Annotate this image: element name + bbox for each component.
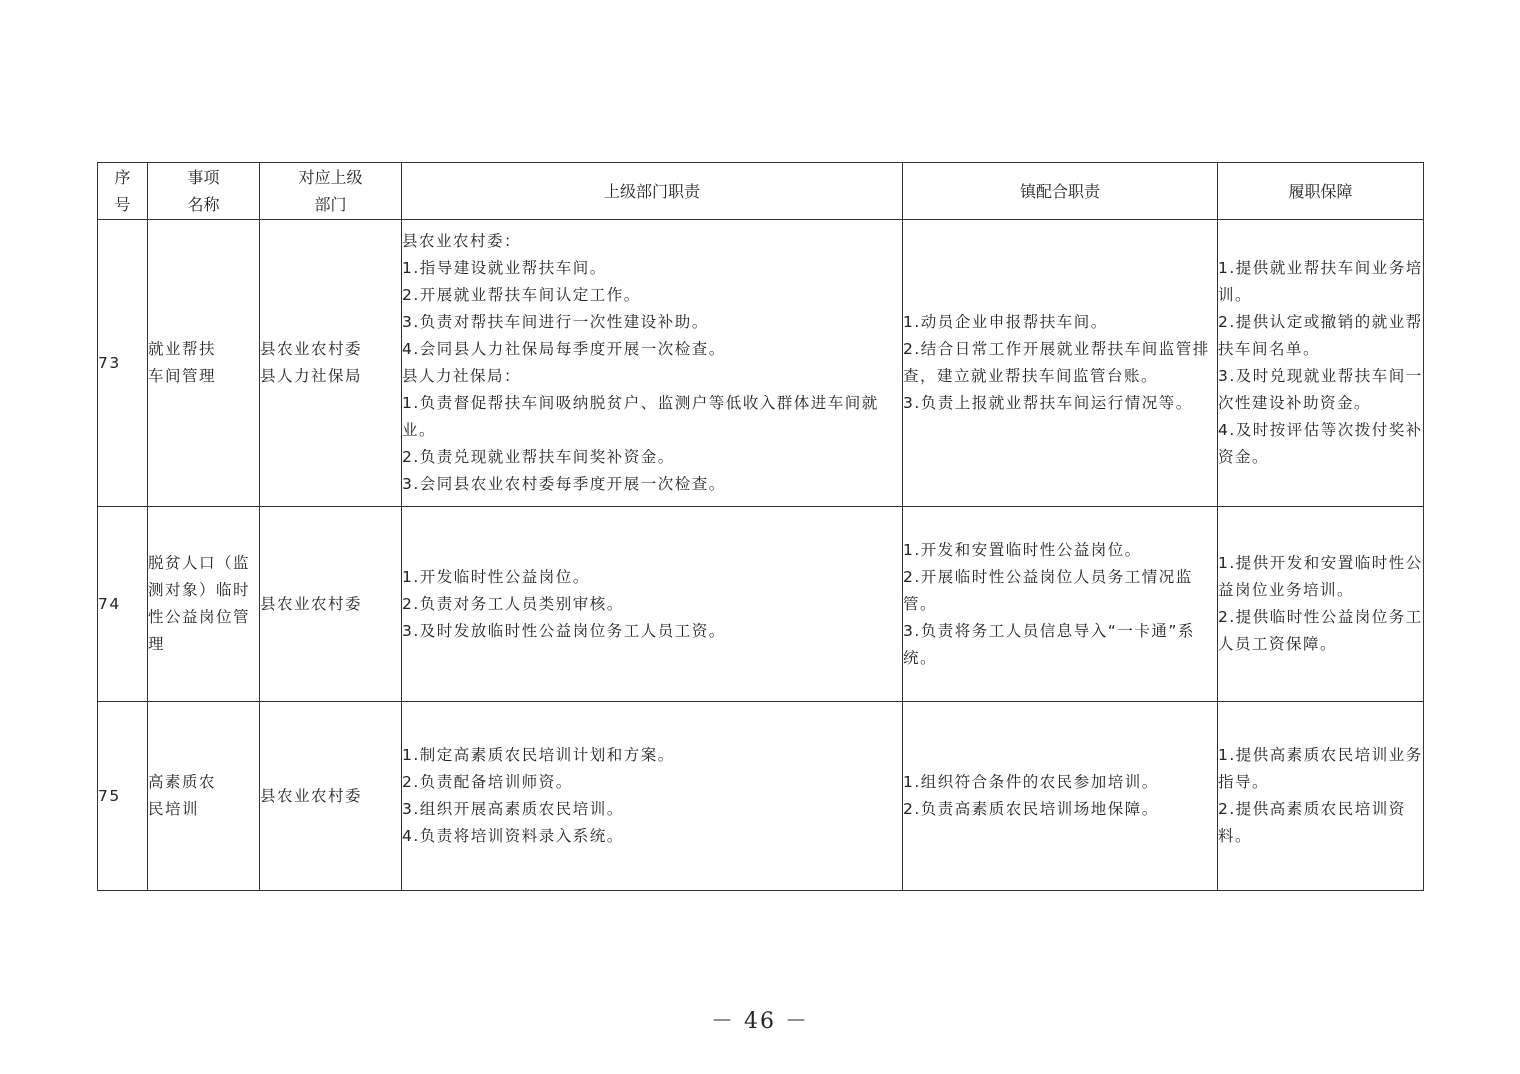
duty-line: 1.负责督促帮扶车间吸纳脱贫户、监测户等低收入群体进车间就业。 <box>402 394 879 439</box>
duty-line: 2.开展就业帮扶车间认定工作。 <box>402 286 641 304</box>
row-upper-dept: 县农业农村委 <box>260 702 402 891</box>
row-upper-dept: 县农业农村委 县人力社保局 <box>260 220 402 507</box>
duty-line: 2.负责对务工人员类别审核。 <box>402 594 624 613</box>
row-upper-duties <box>402 507 903 702</box>
duty-line: 1.动员企业申报帮扶车间。 <box>903 313 1108 331</box>
duty-line: 3.负责上报就业帮扶车间运行情况等。 <box>903 394 1193 412</box>
row-support <box>1218 507 1424 702</box>
row-town-duties <box>903 507 1218 702</box>
duty-line: 县人力社保局： <box>402 367 522 385</box>
duty-line: 1.开发临时性公益岗位。 <box>402 567 590 586</box>
row-seq: 75 <box>98 702 148 891</box>
duty-line: 3.及时兑现就业帮扶车间一次性建设补助资金。 <box>1218 367 1423 412</box>
row-support <box>1218 220 1424 507</box>
row-seq: 73 <box>98 220 148 507</box>
row-item-name: 高素质农 民培训 <box>148 702 260 891</box>
duty-line: 3.会同县农业农村委每季度开展一次检查。 <box>402 475 726 493</box>
duty-line: 2.开展临时性公益岗位人员务工情况监管。 <box>903 567 1193 613</box>
header-seq: 序 号 <box>98 163 148 220</box>
row-seq: 74 <box>98 507 148 702</box>
row-item-name: 就业帮扶 车间管理 <box>148 220 260 507</box>
table-row <box>98 507 1424 702</box>
row-upper-duties <box>402 220 903 507</box>
duty-line: 2.提供临时性公益岗位务工人员工资保障。 <box>1218 608 1423 653</box>
duty-line: 2.提供认定或撤销的就业帮扶车间名单。 <box>1218 313 1423 358</box>
row-town-duties <box>903 220 1218 507</box>
duty-line: 1.开发和安置临时性公益岗位。 <box>903 540 1142 559</box>
duty-line: 4.负责将培训资料录入系统。 <box>402 827 624 845</box>
duty-line: 2.负责兑现就业帮扶车间奖补资金。 <box>402 448 675 466</box>
row-upper-duties <box>402 702 903 891</box>
header-town-duties: 镇配合职责 <box>903 163 1218 220</box>
row-upper-dept: 县农业农村委 <box>260 507 402 702</box>
row-town-duties <box>903 702 1218 891</box>
duty-line: 1.提供就业帮扶车间业务培训。 <box>1218 259 1423 304</box>
duty-line: 4.及时按评估等次拨付奖补资金。 <box>1218 421 1423 466</box>
responsibility-table <box>97 162 1424 891</box>
row-item-name: 脱贫人口（监测对象）临时性公益岗位管理 <box>148 507 260 702</box>
duty-line: 3.及时发放临时性公益岗位务工人员工资。 <box>402 621 726 640</box>
duty-line: 2.结合日常工作开展就业帮扶车间监管排查，建立就业帮扶车间监管台账。 <box>903 340 1210 385</box>
duty-line: 2.提供高素质农民培训资料。 <box>1218 800 1406 845</box>
header-upper-dept: 对应上级 部门 <box>260 163 402 220</box>
duty-line: 2.负责配备培训师资。 <box>402 773 573 791</box>
duty-line: 1.制定高素质农民培训计划和方案。 <box>402 746 675 764</box>
duty-line: 4.会同县人力社保局每季度开展一次检查。 <box>402 340 726 358</box>
duty-line: 县农业农村委： <box>402 232 522 250</box>
duty-line: 1.指导建设就业帮扶车间。 <box>402 259 607 277</box>
duty-line: 1.提供高素质农民培训业务指导。 <box>1218 746 1423 791</box>
duty-line: 3.负责将务工人员信息导入“一卡通”系统。 <box>903 621 1195 667</box>
table-row <box>98 220 1424 507</box>
header-item-name: 事项 名称 <box>148 163 260 220</box>
duty-line: 2.负责高素质农民培训场地保障。 <box>903 800 1159 818</box>
duty-line: 1.提供开发和安置临时性公益岗位业务培训。 <box>1218 554 1423 599</box>
row-support <box>1218 702 1424 891</box>
header-upper-duties: 上级部门职责 <box>402 163 903 220</box>
table-header-row <box>98 163 1424 220</box>
duty-line: 1.组织符合条件的农民参加培训。 <box>903 773 1159 791</box>
duty-line: 3.组织开展高素质农民培训。 <box>402 800 624 818</box>
header-support: 履职保障 <box>1218 163 1424 220</box>
duty-line: 3.负责对帮扶车间进行一次性建设补助。 <box>402 313 709 331</box>
page-number: － 46 － <box>711 1009 809 1034</box>
table-row <box>98 702 1424 891</box>
